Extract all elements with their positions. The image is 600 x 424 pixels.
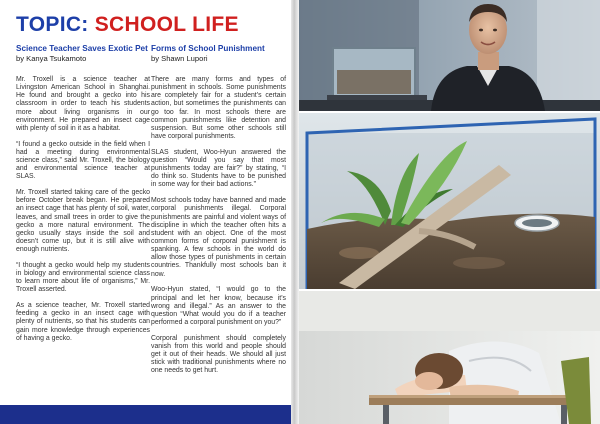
article-column-left [16,44,150,351]
article-byline: by Kanya Tsukamoto [16,54,87,63]
article-paragraph: “I thought a gecko would help my students in biology and environmental science class to learn more about life of organisms,” Mr. Troxell asserted. [16,261,150,294]
article-paragraph: Mr. Troxell is a science teacher at Livingston American School in Shanghai. He found and brought a gecko into his classroom in order to teach his students more about living organisms in our environment. He prepared an insect cage with plenty of soil in it as a habitat. [16,76,150,132]
footer-color-bar [0,405,291,424]
article-paragraph: Most schools today have banned and made corporal punishments illegal. Corporal punishments are painful and violent ways of discipline in which the teacher often hits a student with an object. One of the most common forms of corporal punishment is spanking. A few schools in the world do allow those types of punishments in certain countries. Thankfully most schools ban it now. [151,197,286,278]
topic-prefix: TOPIC: [16,13,89,36]
teacher-photo [299,0,600,111]
article-paragraph: Corporal punishment should completely vanish from this world and people should get it out of their heads. We should all just stick with traditional punishments where no one needs to get hurt. [151,334,286,375]
article-paragraph: As a science teacher, Mr. Troxell started feeding a gecko in an insect cage with plenty of nutrients, so that his students can gain more knowledge through experiences of having a gecko. [16,302,150,342]
article-paragraph: There are many forms and types of punishment in schools. Some punishments are completely fair for a student’s certain action, but sometimes the punishments can go too far. In most schools there are common punishments like detention and suspension. But some other schools still have corporal punishments. [151,76,286,141]
article-headline: Science Teacher Saves Exotic Pet [16,44,148,53]
article-byline: by Shawn Lupori [151,54,208,63]
article-paragraph: SLAS student, Woo-Hyun answered the question “Would you say that most punishments today are fair?” by stating, “I do think so. Students have to be punished in some way for their bad actions.” [151,148,286,189]
article-headline: Forms of School Punishment [151,44,265,53]
page-spine [291,0,299,424]
article-paragraph: “I found a gecko outside in the field when I had a meeting during environmental science class,” said Mr. Troxell, the biology and environmental science teacher at SLAS. [16,140,150,181]
topic-name: SCHOOL LIFE [94,13,239,36]
gecko-terrarium-photo [299,113,600,289]
student-head-on-desk-photo [299,291,600,424]
article-column-right [151,44,286,383]
article-paragraph: Mr. Troxell started taking care of the gecko before October break began. He prepared an insect cage that has plenty of soil, water, leaves, and small trees in order to give the gecko a more natural environment. The gecko usually stays inside the soil and doesn’t come up, but it is still alive with enough nutrients. [16,189,150,254]
article-paragraph: Woo-Hyun stated, “I would go to the principal and let her know, because it’s wrong and illegal.” As an answer to the question “What would you do if a teacher performed a corporal punishment on you?” [151,286,286,326]
page-topic-title [16,14,239,36]
